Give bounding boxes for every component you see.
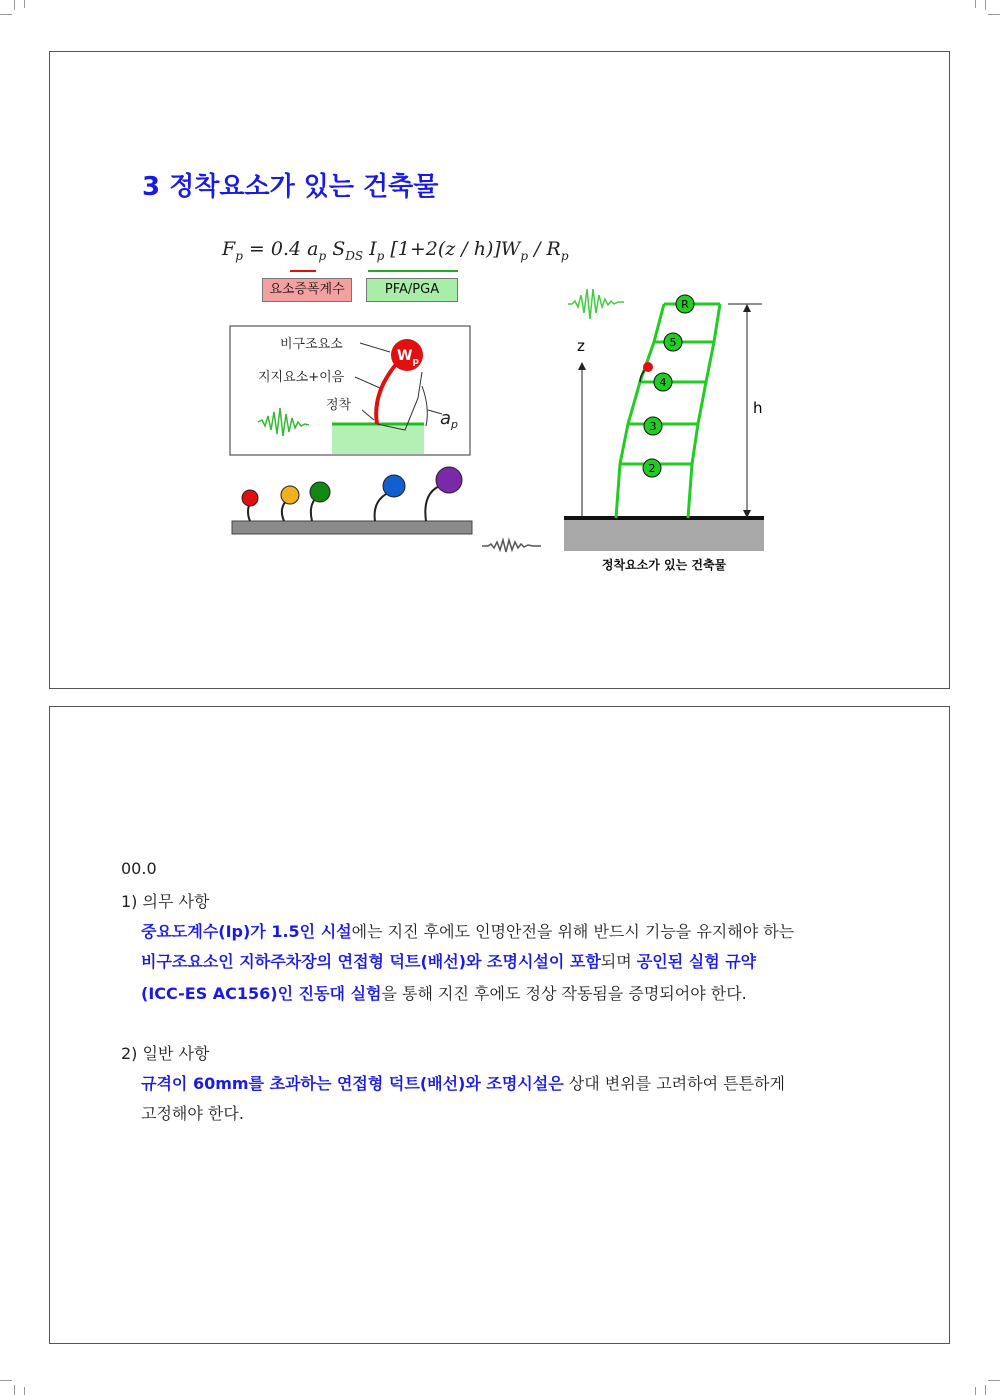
example-base-plate	[232, 521, 472, 534]
crop-mark	[0, 14, 12, 15]
label-support: 지지요소+이음	[258, 370, 345, 385]
item1-line2-highlight2: 공인된 실험 규약	[636, 952, 757, 971]
item1-line3	[141, 981, 747, 1004]
building-caption: 정착요소가 있는 건축물	[601, 558, 727, 572]
formula-i: I	[363, 238, 377, 260]
crop-mark	[24, 0, 25, 8]
formula-lhs: F	[222, 238, 236, 260]
formula-r: / R	[528, 238, 561, 260]
crop-mark	[988, 1380, 1000, 1381]
item1-line2-mid: 되며	[600, 952, 637, 971]
anchored-building-illustration	[50, 52, 949, 688]
item2-line2: 고정해야 한다.	[141, 1104, 244, 1123]
z-axis-label: z	[577, 337, 585, 355]
crop-mark	[975, 0, 976, 8]
z-arrowhead	[578, 362, 586, 370]
label-nonstructural: 비구조요소	[280, 337, 343, 352]
slide-title: 3 정착요소가 있는 건축물	[142, 172, 439, 202]
floor-label-3: 3	[649, 420, 657, 433]
building-right-column	[688, 304, 720, 518]
ap-label: $a_p$	[440, 408, 459, 431]
building-foundation	[564, 519, 764, 551]
formula-i-sub: p	[376, 248, 385, 263]
h-arrowhead-top	[743, 304, 751, 312]
item1-line1-highlight: 중요도계수(Ip)가 1.5인 시설	[141, 922, 352, 941]
formula-ap-sub: p	[318, 248, 327, 263]
crop-mark	[14, 1385, 15, 1395]
seismic-wave-ground	[482, 540, 541, 552]
pfa-pga-badge: PFA/PGA	[366, 278, 458, 302]
crop-mark	[985, 0, 986, 10]
item1-line2	[141, 949, 756, 972]
item2-line1	[141, 1071, 785, 1094]
formula-s: S	[326, 238, 346, 260]
item2-line1-rest: 상대 변위를 고려하여 튼튼하게	[563, 1074, 785, 1093]
example-element-green	[310, 482, 330, 502]
attached-component	[643, 362, 653, 372]
section-number: 00.0	[121, 859, 157, 878]
slide-anchored-building	[49, 51, 950, 689]
floor-slab	[332, 424, 424, 454]
floor-label-r: R	[681, 298, 689, 311]
seismic-wave-roof	[568, 289, 624, 319]
example-element-purple	[436, 467, 462, 493]
item2-heading: 2) 일반 사항	[121, 1044, 210, 1063]
formula-s-sub: DS	[345, 248, 364, 263]
label-anchor: 정착	[326, 398, 352, 413]
example-element-yellow	[281, 486, 299, 504]
crop-mark	[14, 0, 15, 10]
formula-r-sub: p	[560, 248, 569, 263]
item1-line3-highlight: (ICC-ES AC156)인 진동대 실험	[141, 984, 382, 1003]
crop-mark	[975, 1387, 976, 1395]
formula-lhs-sub: p	[235, 248, 243, 263]
wp-label: $W_p$	[397, 348, 419, 367]
item1-line1	[141, 919, 794, 942]
item2-line1-highlight: 규격이 60mm를 초과하는 연접형 덕트(배선)와 조명시설은	[141, 1074, 564, 1093]
crop-mark	[24, 1387, 25, 1395]
item1-line2-highlight: 비구조요소인 지하주차장의 연접형 덕트(배선)와 조명시설이 포함	[141, 952, 601, 971]
formula-w-sub: p	[520, 248, 529, 263]
slide-requirements	[49, 706, 950, 1344]
floor-label-2: 2	[648, 462, 656, 475]
example-element-red	[242, 490, 258, 506]
example-stem	[375, 492, 390, 521]
item1-line3-rest: 을 통해 지진 후에도 정상 작동됨을 증명되어야 한다.	[381, 984, 747, 1003]
crop-mark	[985, 1385, 986, 1395]
floor-label-4: 4	[659, 376, 667, 389]
example-element-blue	[383, 475, 405, 497]
item1-line1-rest: 에는 지진 후에도 인명안전을 위해 반드시 기능을 유지해야 하는	[351, 922, 795, 941]
example-stem	[425, 485, 442, 521]
formula-bracket: [1+2(z / h)]W	[384, 238, 521, 260]
formula-coef: = 0.4 a	[242, 238, 319, 260]
floor-label-5: 5	[669, 336, 677, 349]
amplification-factor-badge: 요소증폭계수	[262, 278, 352, 302]
crop-mark	[0, 1380, 12, 1381]
item1-heading: 1) 의무 사항	[121, 892, 210, 911]
crop-mark	[988, 14, 1000, 15]
h-dimension-label: h	[753, 399, 763, 417]
building-left-column	[616, 304, 664, 518]
